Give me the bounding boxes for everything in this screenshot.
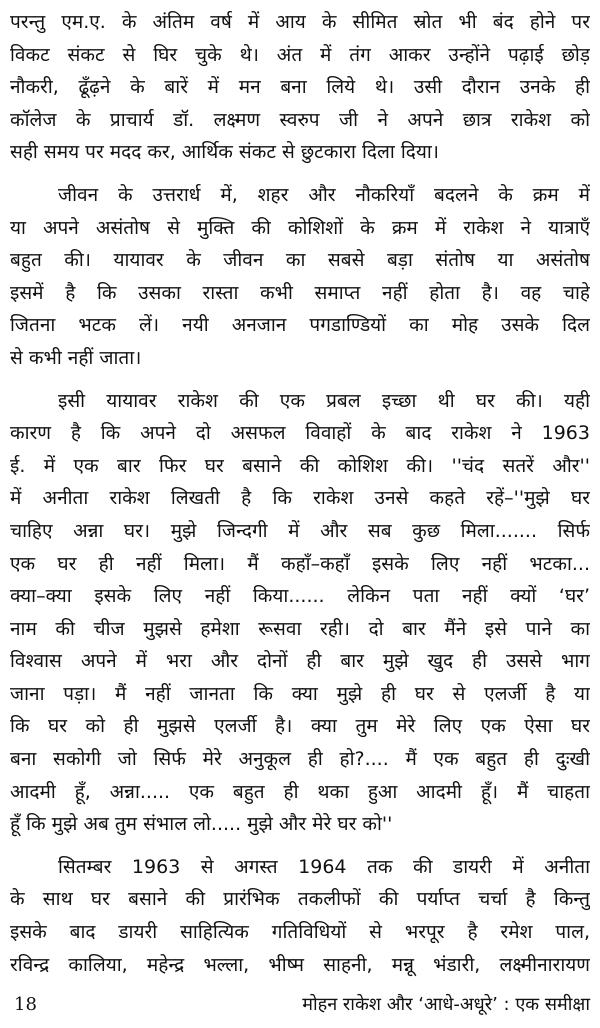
text-line: या अपने असंतोष से मुक्ति की कोशिशों के क्रम में राकेश ने यात्राएँ (10, 216, 590, 239)
paragraph-gap (10, 375, 590, 385)
text-line: एक घर ही नहीं मिला। मैं कहाँ–कहाँ इसके लिए नहीं भटका... (10, 552, 590, 575)
text-line: परन्तु एम.ए. के अंतिम वर्ष में आय के सीमित स्रोत भी बंद होने पर (10, 11, 590, 33)
text-line: नाम की चीज मुझसे हमेशा रूसवा रही। दो बार मैंने इसे पाने का (10, 617, 590, 640)
text-line: विश्वास अपने में भरा और दोनों ही बार मुझे खुद ही उससे भाग (10, 650, 590, 673)
paragraph-gap (10, 169, 590, 179)
text-line: चाहिए अन्ना घर। मुझे जिन्दगी में और सब कुछ मिला....... सिर्फ (10, 519, 590, 542)
text-line: में अनीता राकेश लिखती है कि राकेश उनसे कहते रहें–''मुझे घर (10, 487, 590, 510)
text-line: इसमें है कि उसका रास्ता कभी समाप्त नहीं होता है। वह चाहे (10, 281, 590, 304)
page-footer (14, 990, 590, 1020)
text-line: ई. में एक बार फिर घर बसाने की कोशिश की। ''चंद सतरें और'' (10, 454, 590, 477)
text-line: कॉलेज के प्राचार्य डॉ. लक्ष्मण स्वरुप जी ने अपने छात्र राकेश को (10, 108, 590, 131)
text-line: बना सकोगी जो सिर्फ मेरे अनुकूल ही हो?.... मैं एक बहुत ही दुःखी (10, 748, 590, 771)
text-line: क्या–क्या इसके लिए नहीं किया...... लेकिन पता नहीं क्यों ‘घर’ (10, 585, 590, 608)
text-line: के साथ घर बसाने की प्रारंभिक तकलीफों की पर्याप्त चर्चा है किन्तु (10, 888, 590, 911)
page-number: 18 (14, 994, 37, 1015)
text-line: जाना पड़ा। मैं नहीं जानता कि क्या मुझे ही घर से एलर्जी है या (10, 682, 590, 705)
text-line: बहुत की। यायावर के जीवन का सबसे बड़ा संतोष या असंतोष (10, 249, 590, 272)
text-line: विकट संकट से घिर चुके थे। अंत में तंग आकर उन्होंने पढ़ाई छोड़ (10, 43, 590, 66)
paragraph (10, 851, 590, 981)
body-text (10, 6, 590, 981)
text-line: आदमी हूँ, अन्ना..... एक बहुत ही थका हुआ आदमी हूँ। मैं चाहता (10, 780, 590, 803)
paragraph (10, 385, 590, 841)
text-line: जीवन के उत्तरार्ध में, शहर और नौकरियाँ बदलने के क्रम में (58, 183, 590, 206)
text-line: सितम्बर 1963 से अगस्त 1964 तक की डायरी में अनीता (58, 855, 590, 878)
text-line: कि घर को ही मुझसे एलर्जी है। क्या तुम मेरे लिए एक ऐसा घर (10, 715, 590, 738)
text-line: जितना भटक लें। नयी अनजान पगडाण्डियों का मोह उसके दिल (10, 314, 590, 337)
text-line: इसी यायावर राकेश की एक प्रबल इच्छा थी घर की। यही (58, 389, 590, 412)
text-line: हूँ कि मुझे अब तुम संभाल लो..... मुझे और मेरे घर को'' (10, 813, 393, 836)
text-line: सही समय पर मदद कर, आर्थिक संकट से छुटकारा दिला दिया। (10, 141, 439, 164)
paragraph-gap (10, 841, 590, 851)
text-line: कारण है कि अपने दो असफल विवाहों के बाद राकेश ने 1963 (10, 422, 590, 445)
text-line: इसके बाद डायरी साहित्यिक गतिविधियों से भरपूर है रमेश पाल, (10, 921, 590, 944)
paragraph (10, 179, 590, 375)
text-line: से कभी नहीं जाता। (10, 346, 142, 369)
paragraph (10, 6, 590, 169)
text-line: रविन्द्र कालिया, महेन्द्र भल्ला, भीष्म साहनी, मन्नू भंडारी, लक्ष्मीनारायण (10, 953, 590, 976)
text-line: नौकरी, ढूँढ़ने के बारें में मन बना लिये थे। उसी दौरान उनके ही (10, 76, 590, 99)
running-title: मोहन राकेश और ‘आधे-अधूरे’ : एक समीक्षा (302, 994, 590, 1015)
